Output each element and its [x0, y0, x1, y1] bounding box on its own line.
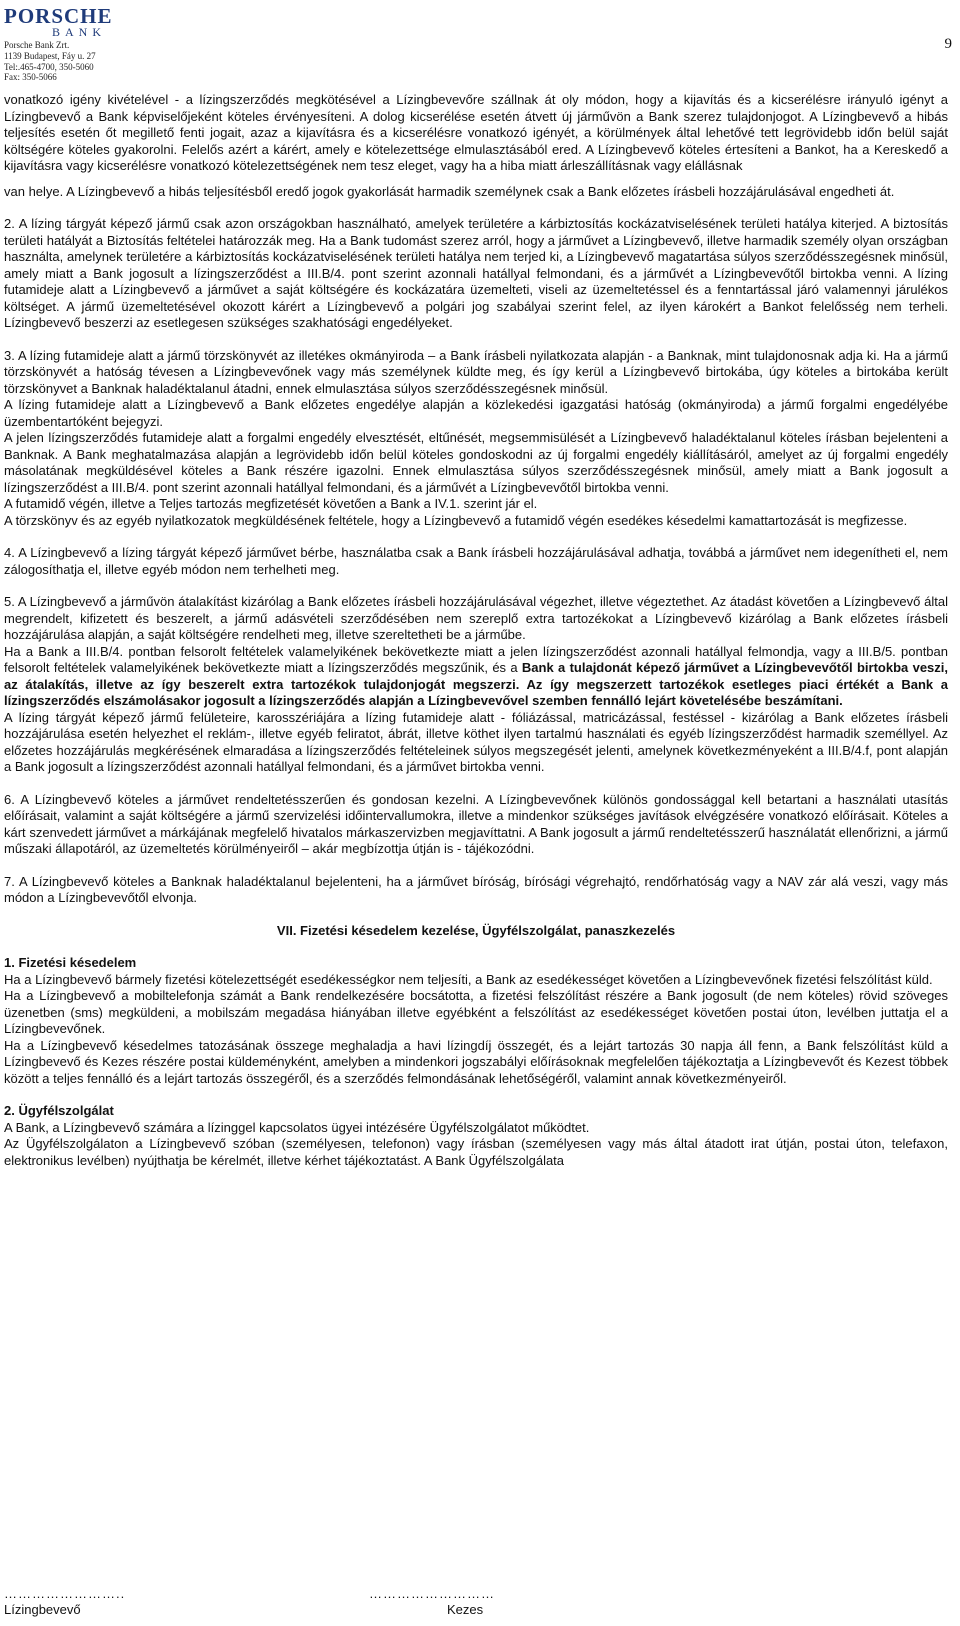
signature-label-guarantor: Kezes: [447, 1602, 484, 1617]
bank-logo: PORSCHE: [4, 4, 113, 28]
paragraph-3: 3. A lízing futamideje alatt a jármű törzskönyvét az illetékes okmányiroda – a Bank írásbeli nyilatkozata alapján - a Banknak, mint tulajdonosnak adja ki. Ha a jármű törzskönyvét a hatóság tévesen a Lízingbevevőnek vagy más személynek küldte meg, és így kerül a Lízingbevevő birtokába, úgy köteles a birtokába került törzskönyvet a Banknak haladéktalanul átadni, ennek elmulasztása súlyos szerződésszegésnek minősül.: [4, 347, 948, 396]
paragraph-2: 2. A lízing tárgyát képező jármű csak azon országokban használható, amelyek területére a kárbiztosítás kockázatviselésének területi hatálya kiterjed. A biztosítás területi hatályát a Biztosítás feltételei határozzák meg. Ha a Bank tudomást szerez arról, hogy a járművet a Lízingbevevő, illetve harmadik személy olyan országban használta, amelynek területére a kárbiztosítás kockázatviselésének területi hatálya nem terjed ki, a Lízingbevevő magatartása súlyos szerződésszegésnek minősül, amely miatt a Bank jogosult a lízingszerződést a III.B/4. pont szerint azonnali hatállyal felmondani, és a járművét a Lízingbevevőtől birtokba venni. A lízing futamideje alatt a Lízingbevevő a járművet a saját költségére és kockázatára üzemelteti, viseli az üzemeltetéssel és a fenntartással járó valamennyi járulékos költséget. A jármű üzemeltetésével okozott kárért a Lízingbevevő a polgári jog szabályai szerint felel, az ilyen károkért a Bankot felelősség nem terheli. Lízingbevevő beszerzi az esetlegesen szükséges szakhatósági engedélyeket.: [4, 216, 948, 330]
signature-lessee: [4, 1586, 125, 1618]
paragraph: Az Ügyfélszolgálaton a Lízingbevevő szóban (személyesen, telefonon) vagy írásban (személyesen vagy más által átadott irat útján, postai úton, telefaxon, elektronikus levélben) nyújthatja be kérelmét, illetve kérhet tájékoztatást. A Bank Ügyfélszolgálata: [4, 1136, 948, 1168]
bold-text: Bank a tulajdonát képező járművet a Lízingbevevőtől birtokba veszi, az átalakítás, illetve az így beszerelt extra tartozékok tulajdonjogát megszerzi. Az így megszerzett tartozékok esetleges piaci értékét a Bank a lízingszerződés elszámolásakor jogosult a lízingszerződés alapján a Lízingbevevővel szemben fennálló lejárt követelésébe beszámítani.: [4, 660, 949, 708]
section-title: VII. Fizetési késedelem kezelése, Ügyfélszolgálat, panaszkezelés: [276, 922, 676, 938]
paragraph: vonatkozó igény kivételével - a lízingszerződés megkötésével a Lízingbevevőre szállnak át oly módon, hogy a kijavítás és a kicserélésre irányuló igényt a Lízingbevevő a Bank képviselőjeként köteles érvényesíteni. A dolog kicserélése esetén átvett új járművön a Bank szerez tulajdonjogot. A Lízingbevevő a hibás teljesítés esetén őt megillető fenti jogait, azaz a kijavításra és a kicserélésre vonatkozó igényét, a körülmények által lehetővé tett legrövidebb időn belül saját költségére köteles gyakorolni. Felelős azért a kárért, amely e kötelezettsége elmulasztásából ered. A Lízingbevevő köteles értesíteni a Bankot, ha a Kereskedő a kijavításra vagy kicserélésre vonatkozó kötelezettségének nem tesz eleget, vagy ha a hiba miatt árleszállításnak vagy elállásnak: [4, 92, 948, 173]
paragraph: [4, 644, 948, 710]
paragraph: A lízing tárgyát képező jármű felületeire, karosszériájára a lízing futamideje alatt - fóliázással, matricázással, festéssel - kizárólag a Bank előzetes írásbeli hozzájárulása esetén helyezhet el reklám-, illetve egyéb feliratot, ábrát, illetve köthet ilyen tartalmú használati és egyéb lízingszerződést harmadik személlyel. Az előzetes hozzájárulás megkérésének elmaradása a lízingszerződés feltételeinek súlyos megszegését jelenti, amelynek következményeként a III.B/4.f, pont alapján a Bank jogosult a lízingszerződést azonnali hatállyal felmondani, és a járművet birtokba venni.: [4, 709, 948, 774]
signature-label-lessee: Lízingbevevő: [4, 1602, 81, 1617]
paragraph: A jelen lízingszerződés futamideje alatt a forgalmi engedély elvesztését, eltűnését, megsemmisülését a Lízingbevevő haladéktalanul köteles írásban bejelenteni a Banknak. A Bank meghatalmazása alapján a legrövidebb időn belül köteles gondoskodni az új forgalmi engedély kiállításáról, amelyet az új forgalmi engedély másolatának megküldésével köteles a Bank részére igazolni. Ennek elmulasztása súlyos szerződésszegésnek minősül, amely miatt a Bank jogosult a lízingszerződést a III.B/4. pont szerint azonnali hatállyal felmondani, és a járművét a Lízingbevevőtől birtokba venni.: [4, 430, 948, 495]
page-number: 9: [944, 36, 952, 52]
paragraph-6: 6. A Lízingbevevő köteles a járművet rendeltetésszerűen és gondosan kezelni. A Lízingbevevőnek különös gondossággal kell betartani a használati utasítás előírásait, valamint a saját költségére a jármű szervizelési időintervallumokra, illetve a mindenkor szükséges javítások elvégzésére vonatkozó előírásait. Köteles a kárt szenvedett járművet a márkájának megfelelő hivatalos márkaszervizben megjavíttatni. A Bank jogosult a jármű rendeltetésszerű használatát ellenőrizni, a jármű műszaki állapotáról, az üzemeltetés körülményeiről – akár megbízottja útján is - tájékozódni.: [4, 791, 948, 856]
bank-logo-subtitle: BANK: [52, 25, 107, 39]
company-phone: Tel:.465-4700, 350-5060: [4, 61, 94, 72]
paragraph: van helye. A Lízingbevevő a hibás teljesítésből eredő jogok gyakorlását harmadik személynek csak a Bank előzetes írásbeli hozzájárulásával engedheti át.: [4, 183, 895, 199]
paragraph: Ha a Lízingbevevő késedelmes tatozásának összege meghaladja a havi lízingdíj összegét, és a lejárt tartozás 30 napja áll fenn, a Bank felszólítást küld a Lízingbevevő és Kezes részére postai küldeményként, amelyben a mindenkori jogszabályi előírásoknak megfelelően tájékoztatja a Lízingbevevőt és Kezest többek között a teljes fennálló és a lejárt tartozás összegéről, és a szerződés felmondásának lehetőségéről, valamint annak következményeiről.: [4, 1037, 948, 1086]
paragraph: A törzskönyv és az egyéb nyilatkozatok megküldésének feltétele, hogy a Lízingbevevő a futamidő végén esedékes késedelmi kamattartozását is megfizesse.: [4, 512, 908, 528]
subsection-title-customer-service: 2. Ügyfélszolgálat: [4, 1103, 114, 1118]
document-body: [4, 92, 948, 1169]
paragraph: A Bank, a Lízingbevevő számára a lízinggel kapcsolatos ügyei intézésére Ügyfélszolgálatot működtet.: [4, 1119, 590, 1135]
company-address: 1139 Budapest, Fáy u. 27: [4, 50, 96, 61]
paragraph: Ha a Lízingbevevő bármely fizetési kötelezettségét esedékességkor nem teljesíti, a Bank az esedékességet követően a Lízingbevevőnek fizetési felszólítást küld.: [4, 971, 933, 987]
paragraph-5: 5. A Lízingbevevő a járművön átalakítást kizárólag a Bank előzetes írásbeli hozzájárulásával végezhet, illetve végeztethet. Az átadást követően a Lízingbevevő által megrendelt, kifizetett és beszerelt, a jármű adásvételi szerződésében nem szereplő extra tartozékokat a Lízingbevevő kizárólag a Bank előzetes írásbeli hozzájárulása alapján, a saját költségére rendelheti meg, illetve szereltetheti be a járműbe.: [4, 594, 948, 642]
company-fax: Fax: 350-5066: [4, 72, 57, 83]
paragraph-7: 7. A Lízingbevevő köteles a Banknak haladéktalanul bejelenteni, ha a járművet bíróság, bírósági végrehajtó, rendőrhatóság vagy a NAV zár alá veszi, vagy más módon a Lízingbevevőtől elvonja.: [4, 873, 948, 905]
paragraph-4: 4. A Lízingbevevő a lízing tárgyát képező járművet bérbe, használatba csak a Bank írásbeli hozzájárulásával adhatja, továbbá a járművet nem idegenítheti el, nem zálogosíthatja el, illetve egyéb módon nem terhelheti meg.: [4, 545, 948, 577]
company-name: Porsche Bank Zrt.: [4, 40, 70, 50]
signature-line: ………………………: [369, 1586, 495, 1601]
paragraph: A futamidő végén, illetve a Teljes tartozás megfizetését követően a Bank a IV.1. szerint jár el.: [4, 496, 538, 511]
paragraph: A lízing futamideje alatt a Lízingbevevő a Bank előzetes engedélye alapján a közlekedési igazgatási hatóság (okmányiroda) a jármű forgalmi engedélyébe üzembentartóként bejegyzi.: [4, 397, 948, 429]
signature-line: ……………………..: [4, 1586, 126, 1601]
subsection-title-payment-delay: 1. Fizetési késedelem: [4, 955, 137, 970]
letterhead: [4, 6, 113, 83]
signature-guarantor: [369, 1586, 495, 1618]
paragraph: Ha a Lízingbevevő a mobiltelefonja számát a Bank rendelkezésére bocsátotta, a fizetési felszólítást részére a Bank jogosult (de nem köteles) rövid szöveges üzenetben (sms) megküldeni, a mobilszám megadása hiányában illetve egyébként a felszólítást az esedékességet követően postai úton, levélben juttatja el a Lízingbevevőnek.: [4, 988, 948, 1036]
paragraph-text: Ha a Bank a III.B/4. pontban felsorolt feltételek valamelyikének bekövetkezte miatt a jelen lízingszerződést azonnali hatállyal felmondja, vagy a III.B/5. pontban felsorolt feltételek valamelyikének bekövetkezte miatt a lízingszerződés megszűnik, és a: [4, 643, 948, 675]
